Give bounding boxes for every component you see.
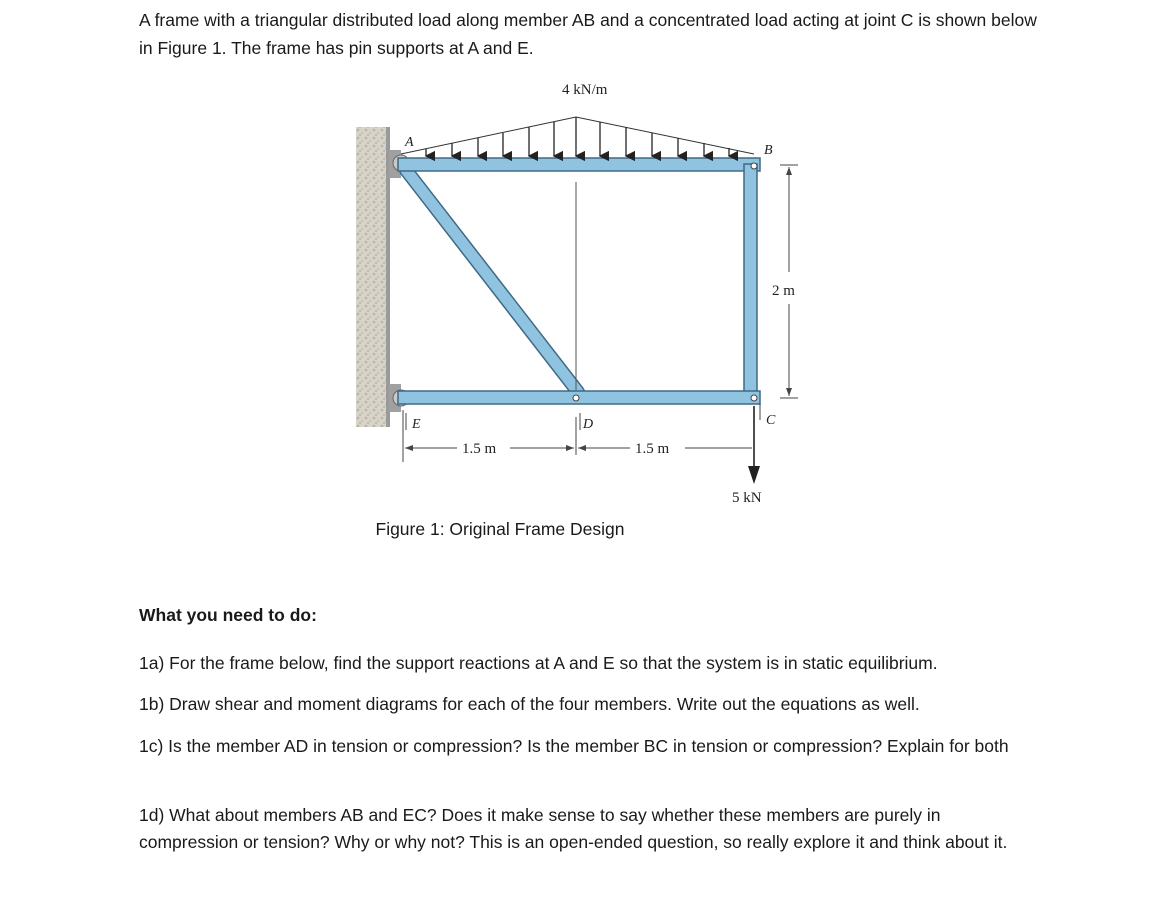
- distributed-load: [401, 117, 754, 156]
- figure-caption: [0, 519, 1154, 540]
- dimension-horizontal: [403, 410, 752, 462]
- joint-c-pin: [751, 395, 757, 401]
- tasks-heading: What you need to do:: [139, 605, 317, 625]
- label-c: C: [766, 413, 776, 428]
- label-a: A: [405, 135, 414, 150]
- force-label: 5 kN: [732, 490, 762, 506]
- intro-paragraph: A frame with a triangular distributed load along member AB and a concentrated load acting at joint C is shown below in Figure 1. The frame has pin supports at A and E.: [139, 10, 1037, 58]
- wall: [356, 127, 388, 427]
- question-1a: 1a) For the frame below, find the support reactions at A and E so that the system is in static equilibrium.: [139, 653, 938, 673]
- member-ab: [398, 158, 760, 171]
- label-d: D: [583, 417, 594, 432]
- dimension-height: [780, 165, 798, 398]
- dim-left-label: 1.5 m: [462, 441, 497, 457]
- label-b: B: [764, 143, 773, 158]
- joint-d-pin: [573, 395, 579, 401]
- dim-right-label: 1.5 m: [635, 441, 670, 457]
- figure-caption-text: Figure 1: Original Frame Design: [375, 519, 625, 539]
- question-1d: 1d) What about members AB and EC? Does it make sense to say whether these members are purely in compression or tension? Why or why not? This is an open-ended question, so really explore it and think about it.: [139, 805, 1008, 852]
- frame-figure: [340, 72, 820, 512]
- dim-height-label: 2 m: [772, 283, 795, 299]
- force-arrowhead: [748, 466, 760, 484]
- joint-b-pin: [751, 163, 757, 169]
- label-e: E: [412, 417, 421, 432]
- member-bc: [744, 164, 757, 397]
- load-label: 4 kN/m: [562, 82, 608, 98]
- question-1b: 1b) Draw shear and moment diagrams for each of the four members. Write out the equations as well.: [139, 694, 920, 714]
- question-1c: 1c) Is the member AD in tension or compression? Is the member BC in tension or compression? Explain for both: [139, 736, 1009, 756]
